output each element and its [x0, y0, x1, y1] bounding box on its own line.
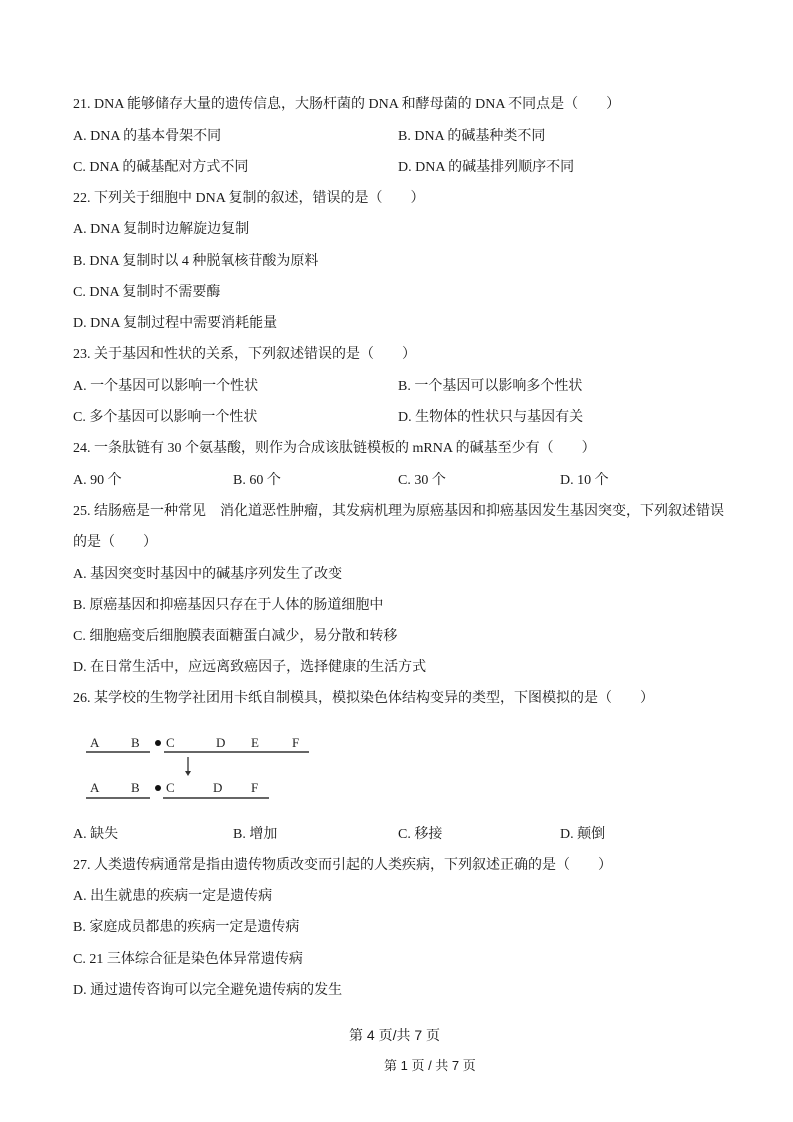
question-25-stem-line2: 的是（ ）	[73, 535, 157, 550]
diagram-top-label-d: D	[216, 735, 226, 750]
diagram-top-label-a: A	[90, 735, 100, 750]
question-24-option-b: B. 60 个	[233, 473, 281, 488]
centromere-icon	[155, 740, 161, 746]
question-21-option-a: A. DNA 的基本骨架不同	[73, 129, 222, 144]
question-22-option-a: A. DNA 复制时边解旋边复制	[73, 222, 250, 237]
question-23-stem: 23. 关于基因和性状的关系，下列叙述错误的是（ ）	[73, 347, 416, 362]
inner-page-number: 第 4 页/共 7 页	[349, 1027, 441, 1043]
question-27-stem: 27. 人类遗传病通常是指由遗传物质改变而引起的人类疾病，下列叙述正确的是（ ）	[73, 858, 612, 873]
question-25-stem-line1: 25. 结肠癌是一种常见 消化道恶性肿瘤，其发病机理为原癌基因和抑癌基因发生基因突变，下列叙述错误	[73, 504, 724, 519]
question-21-option-d: D. DNA 的碱基排列顺序不同	[398, 160, 575, 175]
question-22-option-c: C. DNA 复制时不需要酶	[73, 285, 221, 300]
question-22-stem: 22. 下列关于细胞中 DNA 复制的叙述，错误的是（ ）	[73, 191, 425, 206]
question-23-option-d: D. 生物体的性状只与基因有关	[398, 410, 584, 425]
question-21-option-b: B. DNA 的碱基种类不同	[398, 129, 546, 144]
question-26-option-d: D. 颠倒	[560, 827, 606, 842]
outer-page-number: 第 1 页 / 共 7 页	[384, 1058, 476, 1073]
diagram-top-label-e: E	[251, 735, 259, 750]
question-26-stem: 26. 某学校的生物学社团用卡纸自制模具，模拟染色体结构变异的类型，下图模拟的是（ ）	[73, 691, 654, 706]
centromere-icon	[155, 785, 161, 791]
question-23-option-a: A. 一个基因可以影响一个性状	[73, 379, 259, 394]
question-27-option-b: B. 家庭成员都患的疾病一定是遗传病	[73, 920, 300, 935]
chromosome-deletion-diagram	[80, 728, 330, 808]
diagram-bottom-label-c: C	[166, 780, 175, 795]
question-23-option-b: B. 一个基因可以影响多个性状	[398, 379, 583, 394]
diagram-top-label-f: F	[292, 735, 300, 750]
diagram-bottom-label-b: B	[131, 780, 140, 795]
question-25-option-d: D. 在日常生活中，应远离致癌因子，选择健康的生活方式	[73, 660, 427, 675]
question-21-stem: 21. DNA 能够储存大量的遗传信息，大肠杆菌的 DNA 和酵母菌的 DNA 不同点是（ ）	[73, 97, 621, 112]
question-24-option-c: C. 30 个	[398, 473, 446, 488]
question-24-stem: 24. 一条肽链有 30 个氨基酸，则作为合成该肽链模板的 mRNA 的碱基至少有（ ）	[73, 441, 596, 456]
question-26-option-b: B. 增加	[233, 827, 278, 842]
diagram-bottom-label-d: D	[213, 780, 223, 795]
question-22-option-b: B. DNA 复制时以 4 种脱氧核苷酸为原料	[73, 254, 319, 269]
question-25-option-b: B. 原癌基因和抑癌基因只存在于人体的肠道细胞中	[73, 598, 384, 613]
question-27-option-c: C. 21 三体综合征是染色体异常遗传病	[73, 952, 303, 967]
question-26-option-a: A. 缺失	[73, 827, 119, 842]
question-23-option-c: C. 多个基因可以影响一个性状	[73, 410, 258, 425]
question-21-option-c: C. DNA 的碱基配对方式不同	[73, 160, 249, 175]
question-27-option-d: D. 通过遗传咨询可以完全避免遗传病的发生	[73, 983, 343, 998]
question-22-option-d: D. DNA 复制过程中需要消耗能量	[73, 316, 278, 331]
diagram-bottom-label-f: F	[251, 780, 259, 795]
question-25-option-a: A. 基因突变时基因中的碱基序列发生了改变	[73, 567, 343, 582]
diagram-top-label-c: C	[166, 735, 175, 750]
question-24-option-d: D. 10 个	[560, 473, 609, 488]
question-24-option-a: A. 90 个	[73, 473, 122, 488]
question-27-option-a: A. 出生就患的疾病一定是遗传病	[73, 889, 273, 904]
diagram-bottom-label-a: A	[90, 780, 100, 795]
question-25-option-c: C. 细胞癌变后细胞膜表面糖蛋白减少，易分散和转移	[73, 629, 398, 644]
diagram-top-label-b: B	[131, 735, 140, 750]
question-26-option-c: C. 移接	[398, 827, 443, 842]
